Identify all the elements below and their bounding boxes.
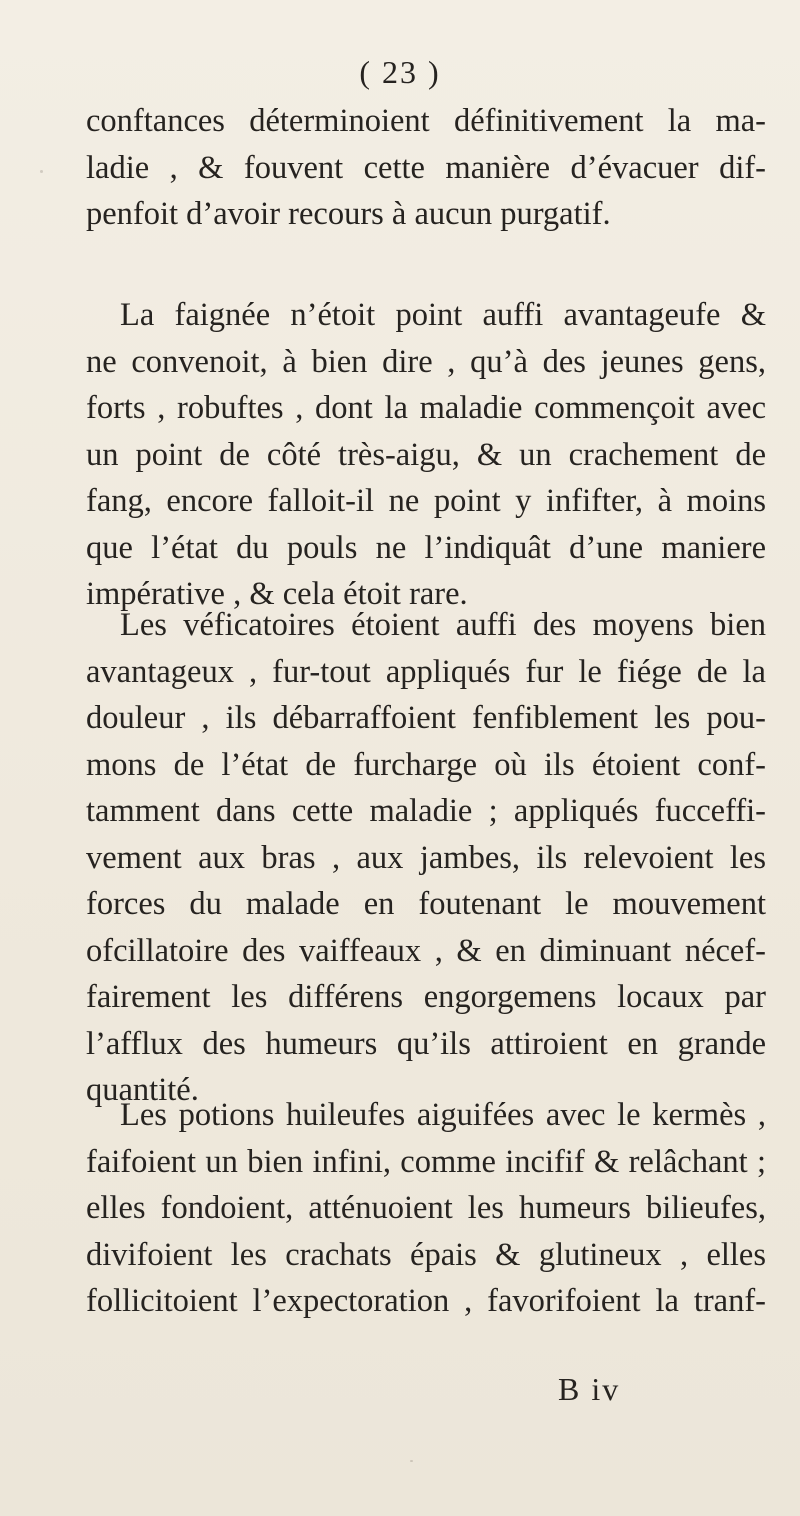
text-line: fairement les différens engorgemens locaux par [86, 979, 766, 1015]
paper-speck [760, 812, 762, 814]
signature-mark: B iv [558, 1371, 621, 1407]
text-line: divifoient les crachats épais & glutineux , elles [86, 1236, 766, 1273]
text-line: faifoient un bien infini, comme incifif & relâchant ; [86, 1143, 766, 1180]
text-line: fang, encore falloit-il ne point y infifter, à moins [86, 483, 766, 519]
text-line: La faignée n’étoit point auffi avantageufe & [120, 297, 766, 333]
text-line: quantité. [86, 1072, 199, 1108]
text-line: que l’état du pouls ne l’indiquât d’une maniere [86, 529, 766, 566]
text-line: penfoit d’avoir recours à aucun purgatif. [86, 196, 611, 232]
text-line: elles fondoient, atténuoient les humeurs bilieufes, [86, 1190, 766, 1226]
paragraph-2 [86, 292, 766, 618]
text-line: ofcillatoire des vaiffeaux , & en diminuant nécef- [86, 932, 766, 969]
text-line: tamment dans cette maladie ; appliqués fucceffi- [86, 793, 766, 829]
text-line: un point de côté très-aigu, & un crachement de [86, 436, 766, 473]
text-line: Les potions huileufes aiguifées avec le kermès , [120, 1097, 766, 1133]
text-line: mons de l’état de furcharge où ils étoient conf- [86, 746, 766, 783]
text-line: Les véficatoires étoient auffi des moyens bien [120, 607, 766, 643]
paper-speck [40, 170, 43, 173]
text-line: avantageux , fur-tout appliqués fur le fiége de la [86, 653, 766, 690]
text-line: l’afflux des humeurs qu’ils attiroient en grande [86, 1025, 766, 1062]
text-line: vement aux bras , aux jambes, ils relevoient les [86, 839, 766, 876]
paragraph-3 [86, 602, 766, 1114]
text-line: follicitoient l’expectoration , favorifoient la tranf- [86, 1283, 766, 1319]
page-number: ( 23 ) [359, 54, 441, 90]
text-line: impérative , & cela étoit rare. [86, 576, 468, 612]
paragraph-1 [86, 98, 766, 238]
paragraph-4 [86, 1092, 766, 1325]
text-line: forts , robuftes , dont la maladie commençoit avec [86, 390, 766, 426]
text-line: forces du malade en foutenant le mouvement [86, 886, 766, 922]
text-line: douleur , ils débarraffoient fenfiblement les pou- [86, 700, 766, 736]
text-line: ladie , & fouvent cette manière d’évacuer dif- [86, 149, 766, 186]
text-line: conftances déterminoient définitivement la ma- [86, 103, 766, 139]
paper-speck [410, 1460, 413, 1462]
text-line: ne convenoit, à bien dire , qu’à des jeunes gens, [86, 343, 766, 380]
